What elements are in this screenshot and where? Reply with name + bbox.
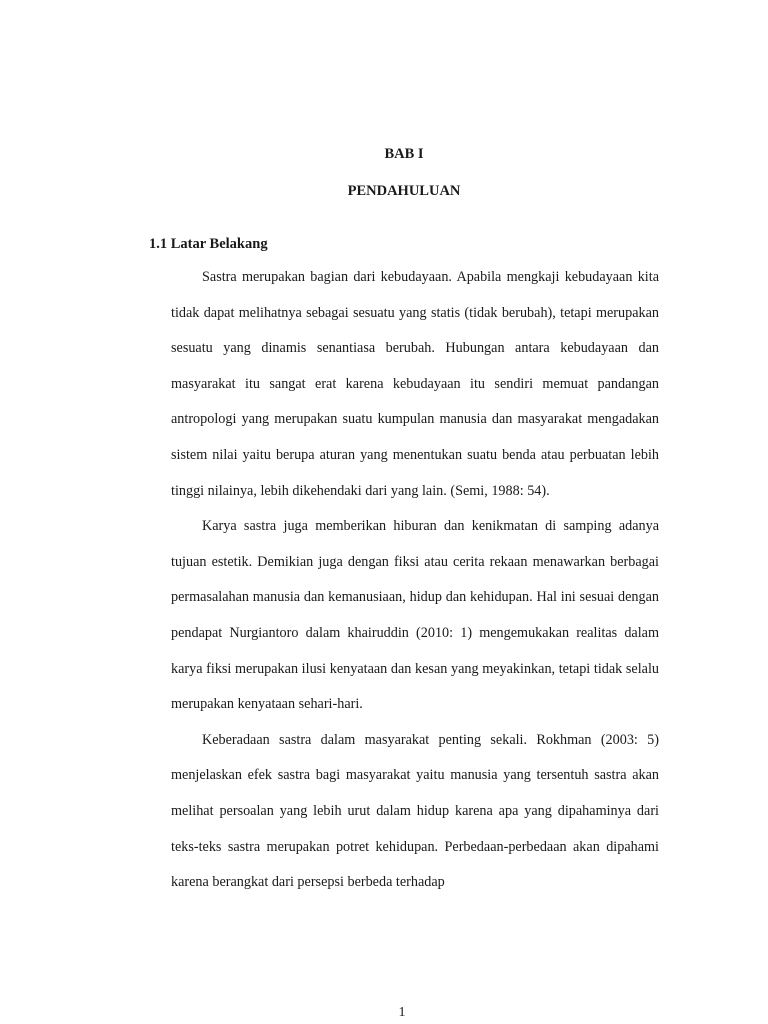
- paragraph-3: Keberadaan sastra dalam masyarakat penting sekali. Rokhman (2003: 5) menjelaskan efek sastra bagi masyarakat yaitu manusia yang tersentuh sastra akan melihat persoalan yang lebih urut dalam hidup karena apa yang dipahaminya dari teks-teks sastra merupakan potret kehidupan. Perbedaan-perbedaan akan dipahami karena berangkat dari persepsi berbeda terhadap: [171, 731, 659, 891]
- page-number: 1: [398, 1005, 406, 1020]
- paragraph-1: Sastra merupakan bagian dari kebudayaan. Apabila mengkaji kebudayaan kita tidak dapat melihatnya sebagai sesuatu yang statis (tidak berubah), tetapi merupakan sesuatu yang dinamis senantiasa berubah. Hubungan antara kebudayaan dan masyarakat itu sangat erat karena kebudayaan itu sendiri memuat pandangan antropologi yang merupakan suatu kumpulan manusia dan masyarakat mengadakan sistem nilai yaitu berupa aturan yang menentukan suatu benda atau perbuatan lebih tinggi nilainya, lebih dikehendaki dari yang lain. (Semi, 1988: 54).: [171, 269, 659, 499]
- chapter-title: PENDAHULUAN: [347, 183, 461, 199]
- section-heading: 1.1 Latar Belakang: [149, 236, 268, 252]
- chapter-number: BAB I: [384, 146, 424, 162]
- body-text: [171, 260, 659, 901]
- paragraph-2: Karya sastra juga memberikan hiburan dan kenikmatan di samping adanya tujuan estetik. Demikian juga dengan fiksi atau cerita rekaan menawarkan berbagai permasalahan manusia dan kemanusiaan, hidup dan kehidupan. Hal ini sesuai dengan pendapat Nurgiantoro dalam khairuddin (2010: 1) mengemukakan realitas dalam karya fiksi merupakan ilusi kenyataan dan kesan yang meyakinkan, tetapi tidak selalu merupakan kenyataan sehari-hari.: [171, 518, 659, 713]
